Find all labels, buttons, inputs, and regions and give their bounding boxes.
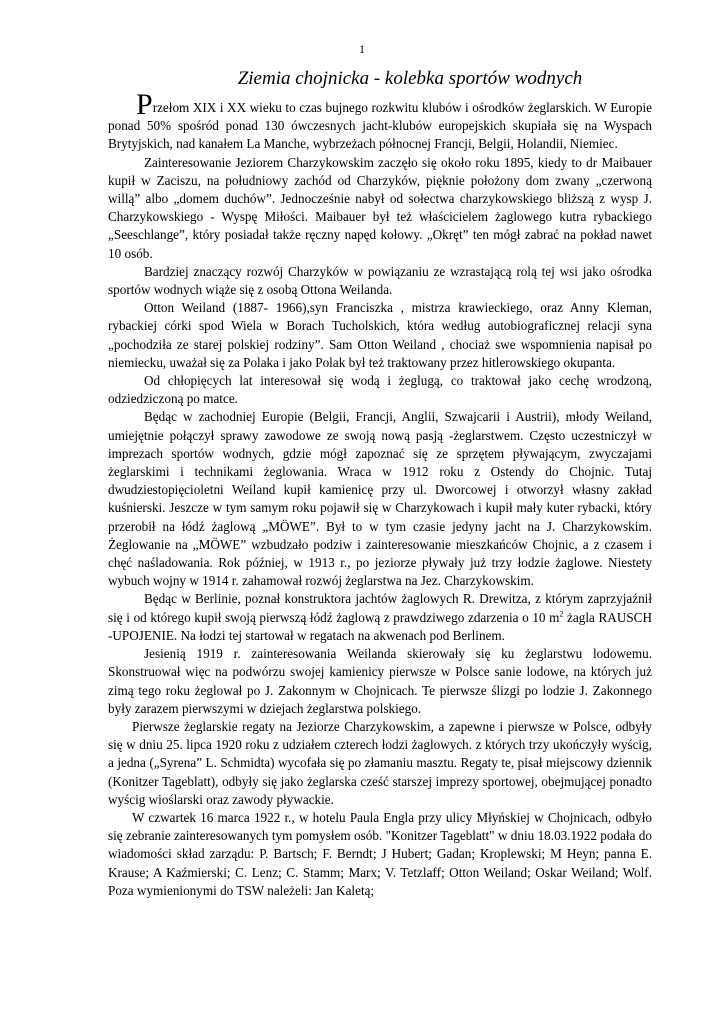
paragraph-text: Będąc w Berlinie, poznał konstruktora jachtów żaglowych R. Drewitza, z którym zaprzyjaźnił się i od którego kupił swoją pierwszą łódź żaglową z prawdziwego zdarzenia o 10 m [108,591,652,625]
page-number: 1 [359,42,365,56]
paragraph-text: żagla RAUSCH -UPOJENIE. Na łodzi tej startował w regatach na akwenach pod Berlinem. [108,609,652,643]
document-title: Ziemia chojnicka - kolebka sportów wodnych [237,68,583,89]
superscript: 2 [559,609,564,619]
paragraph-3: Bardziej znaczący rozwój Charzyków w powiązaniu ze wzrastającą rolą tej wsi jako ośrodka sportów wodnych wiąże się z osobą Ottona Weilanda. [108,263,652,298]
paragraph-10: W czwartek 16 marca 1922 r., w hotelu Paula Engla przy ulicy Młyńskiej w Chojnicach, odbyło się zebranie zainteresowanych tym pomysłem osób. "Konitzer Tageblatt" w dniu 18.03.1922 podała do wiadomości skład zarządu: P. Bartsch; F. Berndt; J Hubert; Gadan; Kroplewski; M Heyn; panna E. Krause; A Kaźmierski; C. Lenz; C. Stamm; Marx; V. Tetzlaff; Otton Weiland; Oskar Weiland; Wolf. Poza wymienionymi do TSW należeli: Jan Kaletą; [108,809,652,898]
paragraph-8: Jesienią 1919 r. zainteresowania Weilanda skierowały się ku żeglarstwu lodowemu. Skonstruował więc na podwórzu swojej kamienicy pierwsze w Polsce sanie lodowe, na których już zimą tego roku żeglował po J. Zakonnym w Chojnicach. Te pierwsze ślizgi po lodzie J. Zakonnego były zarazem pierwszymi w dziejach żeglarstwa polskiego. [108,646,652,716]
paragraph-text: rzełom XIX i XX wieku to czas bujnego rozkwitu klubów i ośrodków żeglarskich. W Europie ponad 50% spośród ponad 130 ówczesnych jacht-klubów europejskich skupiała się na Wyspach Brytyjskich, nad kanałem La Manche, wybrzeżach północnej Francji, Belgii, Holandii, Niemiec. [108,100,652,152]
paragraph-7 [108,590,652,645]
paragraph-2: Zainteresowanie Jeziorem Charzykowskim zaczęło się około roku 1895, kiedy to dr Maibauer kupił w Zaciszu, na południowy zachód od Charzyków, pięknie położony dom zwany „czerwoną willą” albo „domem duchów”. Jednocześnie nabył od sołectwa charzykowskiego bliższą z wysp J. Charzykowskiego - Wyspę Miłości. Maibauer był też właścicielem żaglowego kutra rybackiego „Seeschlange”, który posiadał także ręczny napęd kołowy. „Okręt” ten mógł zabrać na pokład nawet 10 osób. [108,154,652,261]
paragraph-4: Otton Weiland (1887- 1966),syn Franciszka , mistrza krawieckiego, oraz Anny Kleman, rybackiej córki spod Wiela w Borach Tucholskich, która według autobiograficznej relacji syna „pochodziła ze starej polskiej rodziny”. Sam Otton Weiland , chociaż swe wspomnienia napisał po niemiecku, uważał się za Polaka i jako Polak był też traktowany przez hitlerowskiego okupanta. [108,300,652,370]
paragraph-5: Od chłopięcych lat interesował się wodą i żeglugą, co traktował jako cechę wrodzoną, odziedziczoną po matce. [108,373,652,407]
paragraph-6: Będąc w zachodniej Europie (Belgii, Francji, Anglii, Szwajcarii i Austrii), młody Weiland, umiejętnie połączył sprawy zawodowe ze swoją nową pasją -żeglarstwem. Często uczestniczył w imprezach sportów wodnych, gdzie mógł zapoznać się ze sprzętem pływającym, zwyczajami żeglarskimi i technikami żeglowania. Wraca w 1912 roku z Ostendy do Chojnic. Tutaj dwudziestopięcioletni Weiland kupił kamienicę przy ul. Dworcowej i otworzył własny zakład kuśnierski. Jeszcze w tym samym roku pojawił się w Charzykowach i kupił mały kuter rybacki, który przerobił na łódź żaglową „MÖWE”. Był to w tym czasie jedyny jacht na J. Charzykowskim. Żeglowanie na „MÖWE” wzbudzało podziw i zainteresowanie mieszkańców Chojnic, a z czasem i chęć naśladowania. Rok później, w 1913 r., po jeziorze pływały już trzy łodzie żaglowe. Niestety wybuch wojny w 1914 r. zahamował rozwój żeglarstwa na Jez. Charzykowskim. [108,409,652,589]
paragraph-9: Pierwsze żeglarskie regaty na Jeziorze Charzykowskim, a zapewne i pierwsze w Polsce, odbyły się w dniu 25. lipca 1920 roku z udziałem czterech łodzi żaglowych. z których trzy ukończyły wyścig, a jedna („Syrena” L. Schmidta) wycofała się po złamaniu masztu. Regaty te, pisał miejscowy dziennik (Konitzer Tageblatt), odbyły się jako żeglarska cześć starszej imprezy sportowej, obejmującej ponadto wyścig wioślarski oraz zawody pływackie. [108,718,652,807]
drop-cap: P [136,88,153,121]
paragraph-1 [108,88,652,154]
document-body [108,88,652,900]
